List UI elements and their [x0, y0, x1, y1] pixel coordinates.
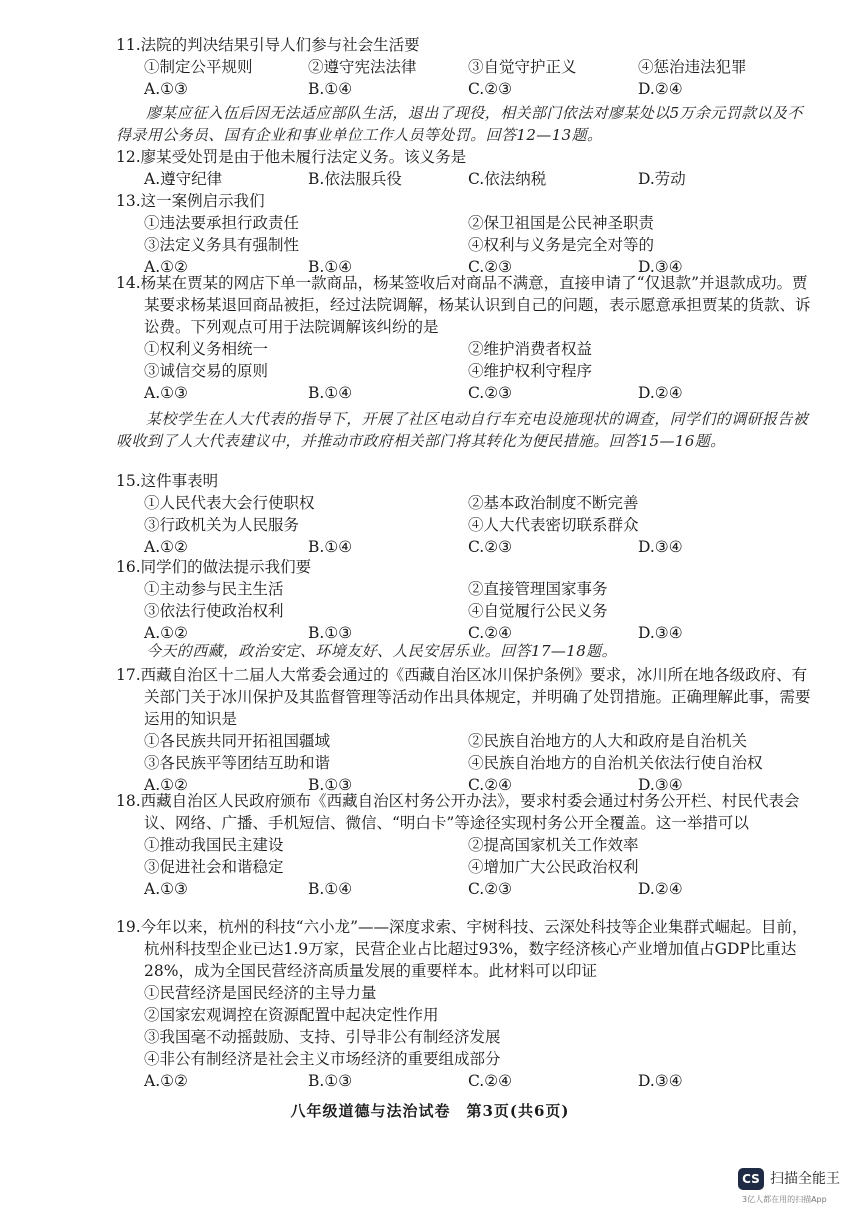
choice-d: D.②④ — [638, 880, 683, 898]
choice-a: A.①② — [144, 258, 188, 276]
question-stem: 13.这一案例启示我们 — [116, 192, 265, 210]
statement-options — [116, 600, 816, 622]
choice-b: B.①④ — [308, 538, 353, 556]
statement-options — [116, 360, 816, 382]
choice-a: A.①② — [144, 776, 188, 794]
choice-d: D.②④ — [638, 384, 683, 402]
choice-d: D.②④ — [638, 80, 683, 98]
statement-options — [116, 234, 816, 256]
question-18 — [116, 790, 816, 900]
statement-options — [116, 514, 816, 536]
statement: ③促进社会和谐稳定 — [144, 858, 284, 876]
statement: ③各民族平等团结互助和谐 — [144, 754, 331, 772]
scanner-brand-name: 扫描全能王 — [770, 1171, 840, 1187]
choice-d: D.③④ — [638, 624, 683, 642]
answer-choices — [116, 168, 816, 190]
choice-a: A.①③ — [144, 384, 188, 402]
choice-c: C.②④ — [468, 1072, 513, 1090]
question-stem: 19.今年以来，杭州的科技“六小龙”——深度求索、宇树科技、云深处科技等企业集群式崛起。目前，杭州科技型企业已达1.9万家，民营企业占比超过93%，数字经济核心产业增加值占GDP比重达28%，成为全国民营经济高质量发展的重要样本。此材料可以印证 — [116, 918, 808, 980]
statement: ②维护消费者权益 — [468, 340, 593, 358]
statement: ①民营经济是国民经济的主导力量 — [144, 984, 377, 1002]
statement: ②提高国家机关工作效率 — [468, 836, 639, 854]
statement-options — [116, 212, 816, 234]
choice-b: B.①④ — [308, 384, 353, 402]
question-stem: 18.西藏自治区人民政府颁布《西藏自治区村务公开办法》，要求村委会通过村务公开栏、村民代表会议、网络、广播、手机短信、微信、“明白卡”等途径实现村务公开全覆盖。这一举措可以 — [116, 792, 800, 832]
answer-choices — [116, 382, 816, 404]
question-17 — [116, 664, 816, 796]
statement: ③我国毫不动摇鼓励、支持、引导非公有制经济发展 — [144, 1028, 501, 1046]
question-stem: 15.这件事表明 — [116, 472, 219, 490]
question-stem: 16.同学们的做法提示我们要 — [116, 558, 312, 576]
statement: ②保卫祖国是公民神圣职责 — [468, 214, 655, 232]
answer-choices — [116, 1070, 816, 1092]
question-16 — [116, 556, 816, 644]
material-15-16: 某校学生在人大代表的指导下，开展了社区电动自行车充电设施现状的调查，同学们的调研报告被吸收到了人大代表建议中，并推动市政府相关部门将其转化为便民措施。回答15—16题。 — [116, 410, 809, 450]
statement: ④自觉履行公民义务 — [468, 602, 608, 620]
statement: ③行政机关为人民服务 — [144, 516, 300, 534]
choice-d: D.③④ — [638, 776, 683, 794]
statement-options — [116, 338, 816, 360]
statement: ④人大代表密切联系群众 — [468, 516, 639, 534]
statement: ②民族自治地方的人大和政府是自治机关 — [468, 732, 748, 750]
choice-c: C.②④ — [468, 776, 513, 794]
statement: ③法定义务具有强制性 — [144, 236, 300, 254]
material-12-13: 廖某应征入伍后因无法适应部队生活，退出了现役，相关部门依法对廖某处以5万余元罚款以及不得录用公务员、国有企业和事业单位工作人员等处罚。回答12—13题。 — [116, 104, 803, 144]
material-17-18: 今天的西藏，政治安定、环境友好、人民安居乐业。回答17—18题。 — [146, 642, 617, 660]
question-stem: 12.廖某受处罚是由于他未履行法定义务。该义务是 — [116, 148, 467, 166]
choice-a: A.①② — [144, 1072, 188, 1090]
statement: ①制定公平规则 — [144, 58, 253, 76]
statement-options — [116, 578, 816, 600]
statement-options — [116, 730, 816, 752]
choice-b: B.①④ — [308, 258, 353, 276]
page-footer: 八年级道德与法治试卷 第3页(共6页) — [290, 1102, 570, 1120]
choice-d: D.③④ — [638, 258, 683, 276]
scanner-logo-icon: CS — [738, 1168, 764, 1190]
question-stem: 11.法院的判决结果引导人们参与社会生活要 — [116, 36, 420, 54]
statement: ③诚信交易的原则 — [144, 362, 269, 380]
question-19 — [116, 916, 816, 1092]
statement: ①权利义务相统一 — [144, 340, 269, 358]
statement: ④增加广大公民政治权利 — [468, 858, 639, 876]
question-15 — [116, 470, 816, 558]
statement-options — [116, 834, 816, 856]
scanner-watermark — [738, 1164, 848, 1208]
statement: ③自觉守护正义 — [468, 58, 577, 76]
statement-options — [116, 856, 816, 878]
statement: ④惩治违法犯罪 — [638, 58, 747, 76]
statement: ③依法行使政治权利 — [144, 602, 284, 620]
choice-c: C.依法纳税 — [468, 170, 547, 188]
choice-a: A.①② — [144, 624, 188, 642]
question-11 — [116, 34, 816, 100]
statement: ④权利与义务是完全对等的 — [468, 236, 655, 254]
choice-a: A.①③ — [144, 80, 188, 98]
choice-b: B.①③ — [308, 624, 353, 642]
answer-choices — [116, 536, 816, 558]
statement: ④维护权利守程序 — [468, 362, 593, 380]
choice-d: D.劳动 — [638, 170, 686, 188]
choice-c: C.②③ — [468, 538, 513, 556]
statement: ①各民族共同开拓祖国疆域 — [144, 732, 331, 750]
question-14 — [116, 272, 816, 404]
statement-options — [116, 56, 816, 78]
statement: ②国家宏观调控在资源配置中起决定性作用 — [144, 1006, 439, 1024]
statement-options — [116, 752, 816, 774]
statement: ②直接管理国家事务 — [468, 580, 608, 598]
statement: ④民族自治地方的自治机关依法行使自治权 — [468, 754, 763, 772]
statement: ①违法要承担行政责任 — [144, 214, 300, 232]
question-12 — [116, 146, 816, 190]
statement-options — [116, 492, 816, 514]
choice-d: D.③④ — [638, 1072, 683, 1090]
choice-b: B.①④ — [308, 880, 353, 898]
scanner-tagline: 3亿人都在用的扫描App — [742, 1195, 827, 1204]
choice-b: B.①③ — [308, 776, 353, 794]
statement: ①主动参与民主生活 — [144, 580, 284, 598]
choice-c: C.②③ — [468, 880, 513, 898]
choice-c: C.②④ — [468, 624, 513, 642]
choice-c: C.②③ — [468, 384, 513, 402]
answer-choices — [116, 78, 816, 100]
choice-c: C.②③ — [468, 80, 513, 98]
choice-b: B.依法服兵役 — [308, 170, 402, 188]
choice-a: A.遵守纪律 — [144, 170, 223, 188]
choice-c: C.②③ — [468, 258, 513, 276]
statement: ①人民代表大会行使职权 — [144, 494, 315, 512]
answer-choices — [116, 878, 816, 900]
choice-b: B.①④ — [308, 80, 353, 98]
choice-a: A.①③ — [144, 880, 188, 898]
statement: ④非公有制经济是社会主义市场经济的重要组成部分 — [144, 1050, 501, 1068]
statement: ②遵守宪法法律 — [308, 58, 417, 76]
choice-b: B.①③ — [308, 1072, 353, 1090]
statement: ①推动我国民主建设 — [144, 836, 284, 854]
statement: ②基本政治制度不断完善 — [468, 494, 639, 512]
question-stem: 14.杨某在贾某的网店下单一款商品，杨某签收后对商品不满意，直接申请了“仅退款”并退款成功。贾某要求杨某退回商品被拒，经过法院调解，杨某认识到自己的问题，表示愿意承担贾某的货款、诉讼费。下列观点可用于法院调解该纠纷的是 — [116, 274, 811, 336]
question-13 — [116, 190, 816, 278]
choice-d: D.③④ — [638, 538, 683, 556]
question-stem: 17.西藏自治区十二届人大常委会通过的《西藏自治区冰川保护条例》要求，冰川所在地各级政府、有关部门关于冰川保护及其监督管理等活动作出具体规定，并明确了处罚措施。正确理解此事，需要运用的知识是 — [116, 666, 811, 728]
choice-a: A.①② — [144, 538, 188, 556]
